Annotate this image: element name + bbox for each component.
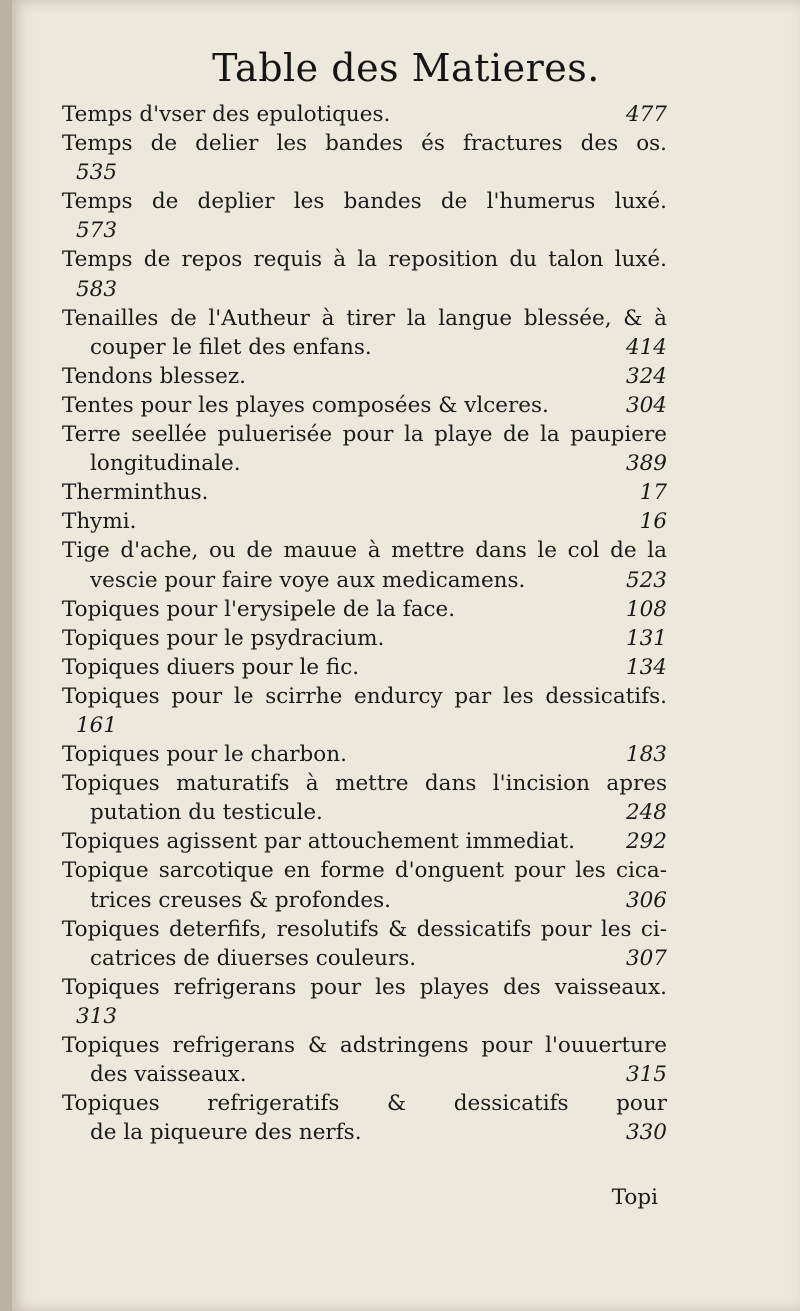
entry-text: des vaisseaux. (90, 1062, 247, 1088)
entry-text: Topiques diuers pour le fic. (62, 654, 360, 680)
page-number: 134 (625, 654, 667, 680)
entry-text: Therminthus. (62, 480, 209, 506)
catchword: Topi (611, 1185, 658, 1210)
entry-text: longitudinale. (90, 451, 241, 477)
index-entry (62, 391, 667, 420)
entry-text: Topiques maturatifs à mettre dans l'incision apres (62, 771, 667, 797)
entry-text: putation du testicule. (90, 800, 323, 826)
index-entries (62, 100, 667, 1147)
page-number: 16 (639, 509, 667, 535)
entry-text: Topiques refrigeratifs & dessicatifs pour (62, 1091, 667, 1117)
entry-text: Topiques pour l'erysipele de la face. (62, 596, 456, 622)
index-entry (62, 740, 667, 769)
page-number: 523 (625, 567, 667, 593)
page-number: 535 (76, 160, 118, 186)
page-number: 131 (625, 625, 667, 651)
entry-text: Tendons blessez. (62, 363, 246, 389)
entry-text: Thymi. (62, 509, 137, 535)
entry-text: Topiques agissent par attouchement immediat. (62, 829, 575, 855)
entry-text: couper le filet des enfans. (90, 334, 372, 360)
index-entry (62, 653, 667, 682)
index-entry (62, 915, 667, 973)
page-number: 248 (625, 800, 667, 826)
page-number: 330 (625, 1120, 667, 1146)
index-entry (62, 187, 667, 245)
page-number: 313 (76, 1003, 118, 1029)
page-number: 306 (625, 887, 667, 913)
entry-text: Terre seellée puluerisée pour la playe de la paupiere (62, 422, 667, 448)
entry-text: Tige d'ache, ou de mauue à mettre dans le col de la (62, 538, 667, 564)
page-number: 183 (625, 742, 667, 768)
entry-text: Temps d'vser des epulotiques. (62, 102, 391, 127)
index-entry (62, 362, 667, 391)
entry-text: Tenailles de l'Autheur à tirer la langue blessée, & à (62, 305, 667, 331)
index-entry (62, 100, 667, 129)
entry-text: Tentes pour les playes composées & vlceres. (62, 392, 549, 418)
index-entry (62, 304, 667, 362)
page-number: 307 (625, 945, 667, 971)
index-entry (62, 245, 667, 303)
page-number: 304 (625, 392, 667, 418)
page-number: 161 (76, 712, 118, 738)
index-entry (62, 856, 667, 914)
page-number: 414 (625, 334, 667, 360)
index-entry (62, 507, 667, 536)
page-number: 477 (625, 102, 667, 127)
entry-text: de la piqueure des nerfs. (90, 1120, 362, 1146)
entry-text: catrices de diuerses couleurs. (90, 945, 417, 971)
index-entry (62, 129, 667, 187)
entry-text: Topiques pour le charbon. (62, 742, 347, 768)
page-number: 17 (639, 480, 667, 506)
entry-text: Temps de delier les bandes és fractures des os. (62, 131, 667, 157)
page-number: 583 (76, 276, 118, 302)
book-page (12, 0, 800, 1311)
page-number: 315 (625, 1062, 667, 1088)
index-entry (62, 973, 667, 1031)
entry-text: Temps de repos requis à la reposition du talon luxé. (62, 247, 667, 273)
entry-text: Topiques refrigerans & adstringens pour l'ouuerture (62, 1033, 667, 1058)
page-number: 292 (625, 829, 667, 855)
entry-text: trices creuses & profondes. (90, 887, 391, 913)
page-number: 573 (76, 218, 118, 244)
index-entry (62, 769, 667, 827)
entry-text: Topiques refrigerans pour les playes des vaisseaux. (62, 974, 667, 1000)
index-entry (62, 682, 667, 740)
page-number: 108 (625, 596, 667, 622)
index-entry (62, 624, 667, 653)
index-entry (62, 827, 667, 856)
index-entry (62, 478, 667, 507)
index-entry (62, 595, 667, 624)
index-entry (62, 1089, 667, 1147)
page-number: 324 (625, 363, 667, 389)
entry-text: Topiques deterfifs, resolutifs & dessicatifs pour les ci- (62, 916, 667, 942)
index-entry (62, 536, 667, 594)
entry-text: Topique sarcotique en forme d'onguent pour les cica- (62, 858, 667, 884)
entry-text: Topiques pour le psydracium. (62, 625, 385, 651)
index-entry (62, 420, 667, 478)
page-title: Table des Matieres. (212, 46, 600, 90)
index-entry (62, 1031, 667, 1089)
page-number: 389 (625, 451, 667, 477)
entry-text: Temps de deplier les bandes de l'humerus luxé. (62, 189, 667, 215)
entry-text: vescie pour faire voye aux medicamens. (90, 567, 526, 593)
entry-text: Topiques pour le scirrhe endurcy par les dessicatifs. (62, 683, 667, 709)
